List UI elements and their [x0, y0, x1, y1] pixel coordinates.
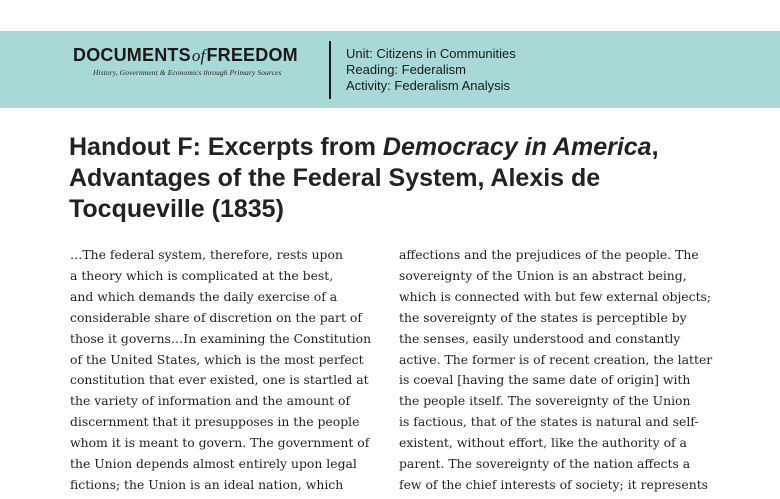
text-line: parent. The sovereignty of the nation affects a	[399, 456, 691, 472]
text-line: considerable share of discretion on the part of	[70, 309, 362, 325]
text-line: existent, without effort, like the authority of a	[399, 435, 687, 451]
text-line: the senses, easily understood and constantly	[399, 330, 681, 346]
text-line: active. The former is of recent creation, the latter	[399, 351, 713, 367]
title-prefix: Handout F: Excerpts from	[69, 133, 383, 161]
text-line: which is connected with but few external objects;	[399, 288, 712, 304]
text-line: and which demands the daily exercise of a	[70, 288, 338, 304]
title-line2: Advantages of the Federal System, Alexis de	[69, 164, 601, 192]
brand-title	[73, 45, 323, 66]
text-column-left	[70, 245, 390, 496]
brand-title-part1: DOCUMENTS	[73, 45, 191, 65]
title-book: Democracy in America	[382, 133, 652, 161]
text-line: a theory which is complicated at the best,	[70, 267, 334, 283]
text-line: the people itself. The sovereignty of the Union	[399, 393, 691, 409]
text-line: fictions; the Union is an ideal nation, which	[70, 476, 344, 492]
title-line1-suffix: ,	[651, 133, 659, 161]
text-line: sovereignty of the Union is an abstract being,	[399, 267, 687, 283]
text-line: constitution that ever existed, one is startled at	[70, 372, 369, 388]
text-line: …The federal system, therefore, rests upon	[70, 247, 343, 262]
text-line: is coeval [having the same date of origin] with	[399, 372, 691, 388]
text-line: those it governs…In examining the Constitution	[70, 330, 372, 346]
reading-label: Reading: Federalism	[346, 62, 466, 77]
brand-logo	[73, 45, 323, 77]
text-line: of the United States, which is the most perfect	[70, 351, 364, 367]
header-divider	[329, 41, 331, 99]
text-line: affections and the prejudices of the people. The	[399, 247, 699, 262]
handout-title	[69, 132, 709, 225]
text-line: few of the chief interests of society; it represents	[399, 476, 709, 492]
activity-label: Activity: Federalism Analysis	[346, 78, 510, 93]
text-line: is factious, that of the states is natural and self-	[399, 414, 699, 430]
brand-title-of: of	[191, 46, 206, 65]
brand-subtitle: History, Government & Economics through Primary Sources	[93, 68, 282, 77]
text-line: whom it is meant to govern. The government of	[70, 435, 370, 451]
title-line3: Tocqueville (1835)	[69, 195, 284, 223]
text-line: discernment that it presupposes in the people	[70, 414, 360, 430]
unit-info	[346, 46, 516, 94]
text-line: the sovereignty of the states is perceptible by	[399, 309, 687, 325]
text-line: the variety of information and the amount of	[70, 393, 351, 409]
brand-title-part2: FREEDOM	[206, 45, 298, 65]
text-line: the Union depends almost entirely upon legal	[70, 456, 357, 472]
text-column-right	[399, 245, 719, 496]
unit-label: Unit: Citizens in Communities	[346, 46, 516, 61]
